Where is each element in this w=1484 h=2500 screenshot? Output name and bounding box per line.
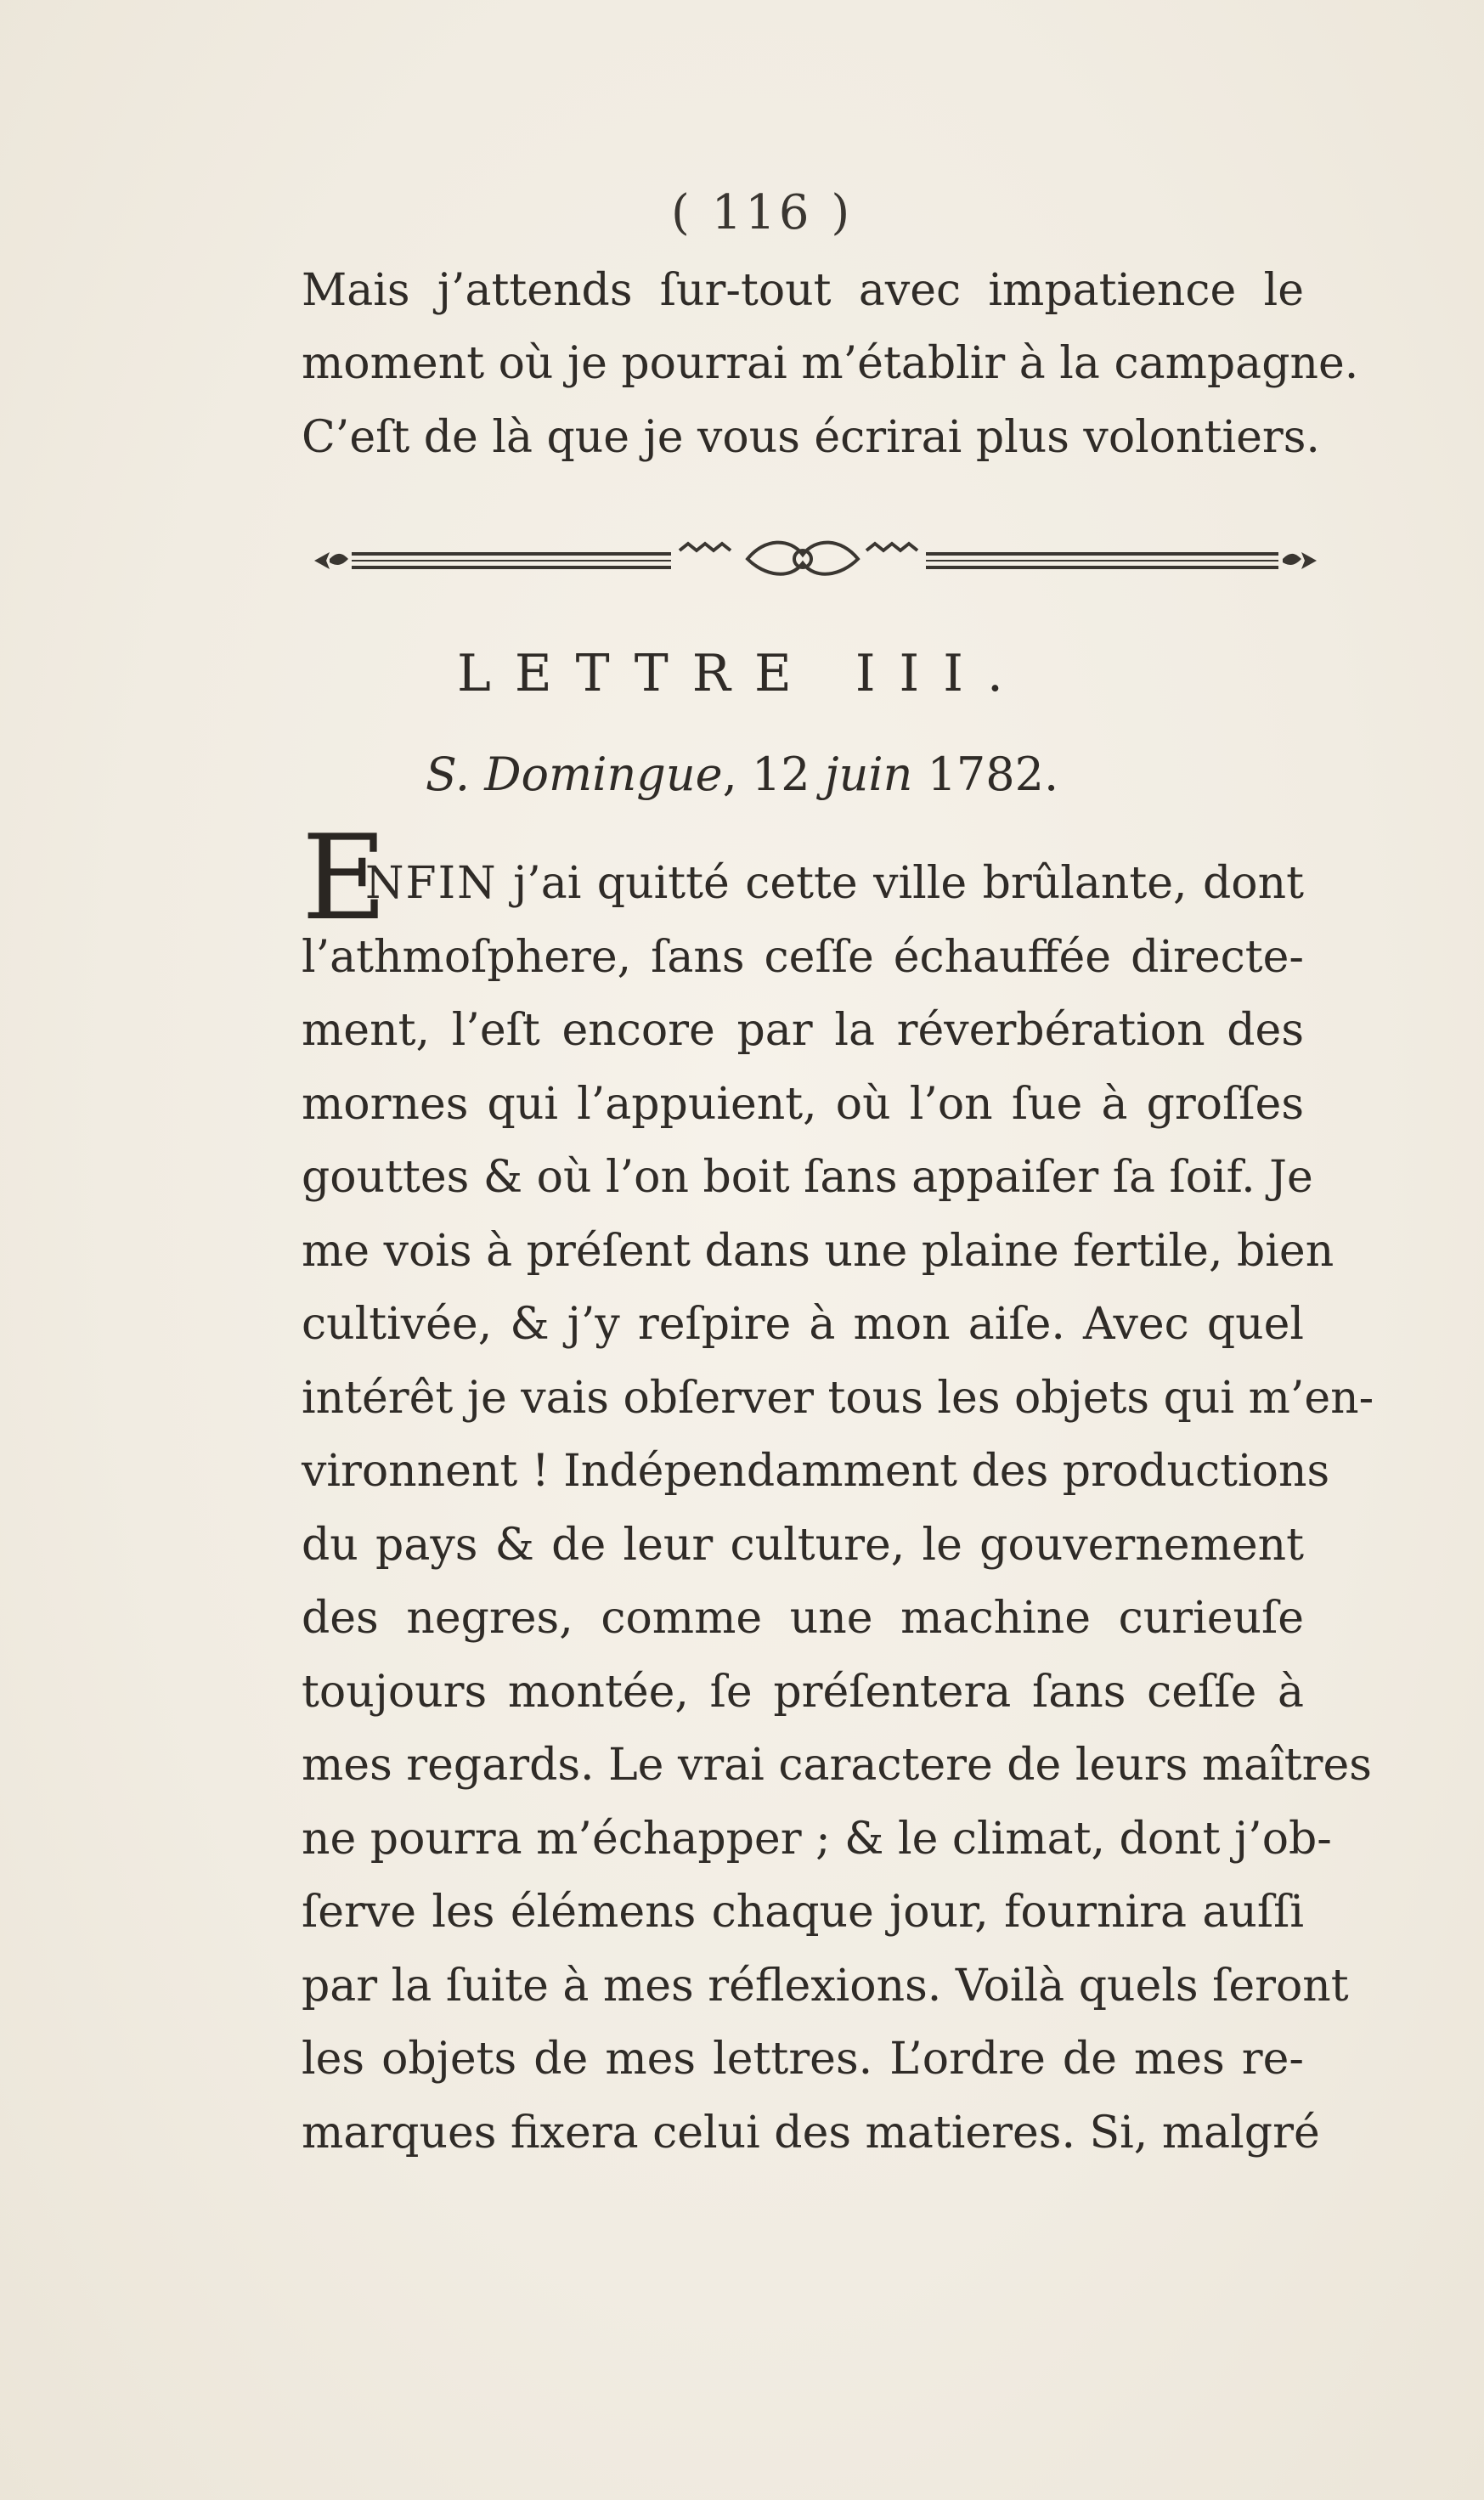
body-line-2: l’athmoſphere, ſans ceſſe échauffée directe-: [302, 932, 1304, 983]
body-line-15: ſerve les élémens chaque jour, fournira auſſi: [302, 1887, 1304, 1938]
body-line-17: les objets de mes lettres. L’ordre de mes re-: [302, 2034, 1304, 2085]
intro-line-1: Mais j’attends ſur-tout avec impatience le: [302, 265, 1304, 316]
dateline-day: 12: [751, 748, 810, 801]
body-line-5: gouttes & où l’on boit ſans appaiſer ſa ſoif. Je: [302, 1152, 1313, 1203]
body-line-18: marques fixera celui des matieres. Si, malgré: [302, 2108, 1320, 2159]
body-line-9: vironnent ! Indépendamment des productions: [302, 1446, 1330, 1497]
body-line-3: ment, l’eſt encore par la réverbération des: [302, 1005, 1304, 1056]
dateline-separator: ,: [722, 748, 752, 801]
dateline-place: S. Domingue: [425, 748, 723, 801]
first-line-rest: j’ai quitté cette ville brûlante, dont: [497, 858, 1304, 909]
body-line-8: intérêt je vais obſerver tous les objets qui m’en-: [302, 1373, 1374, 1424]
drop-cap: E: [302, 810, 387, 946]
dateline-month: juin: [824, 748, 913, 801]
body-line-10: du pays & de leur culture, le gouvernement: [302, 1520, 1304, 1571]
body-line-14: ne pourra m’échapper ; & le climat, dont j’ob-: [302, 1814, 1332, 1865]
body-line-13: mes regards. Le vrai caractere de leurs maîtres: [302, 1740, 1372, 1791]
dateline: [0, 748, 1484, 801]
body-line-6: me vois à préſent dans une plaine fertile, bien: [302, 1226, 1334, 1277]
intro-line-2: moment où je pourrai m’établir à la campagne.: [302, 338, 1359, 389]
body-line-7: cultivée, & j’y reſpire à mon aiſe. Avec quel: [302, 1299, 1304, 1350]
body-line-11: des negres, comme une machine curieuſe: [302, 1593, 1304, 1644]
first-word-smallcaps: NFIN: [365, 858, 498, 909]
body-line-1: [365, 858, 1304, 909]
body-line-16: par la ſuite à mes réflexions. Voilà quels ſeront: [302, 1961, 1349, 2012]
letter-title: LETTRE III.: [456, 644, 1028, 703]
intro-line-3: C’eſt de là que je vous écrirai plus volontiers.: [302, 412, 1320, 463]
page-number: ( 116 ): [671, 185, 854, 240]
body-line-12: toujours montée, ſe préſentera ſans ceſſe à: [302, 1667, 1304, 1718]
dateline-year: 1782.: [927, 748, 1059, 801]
ornamental-divider: [314, 533, 1317, 584]
body-line-4: mornes qui l’appuient, où l’on ſue à groſſes: [302, 1079, 1304, 1130]
